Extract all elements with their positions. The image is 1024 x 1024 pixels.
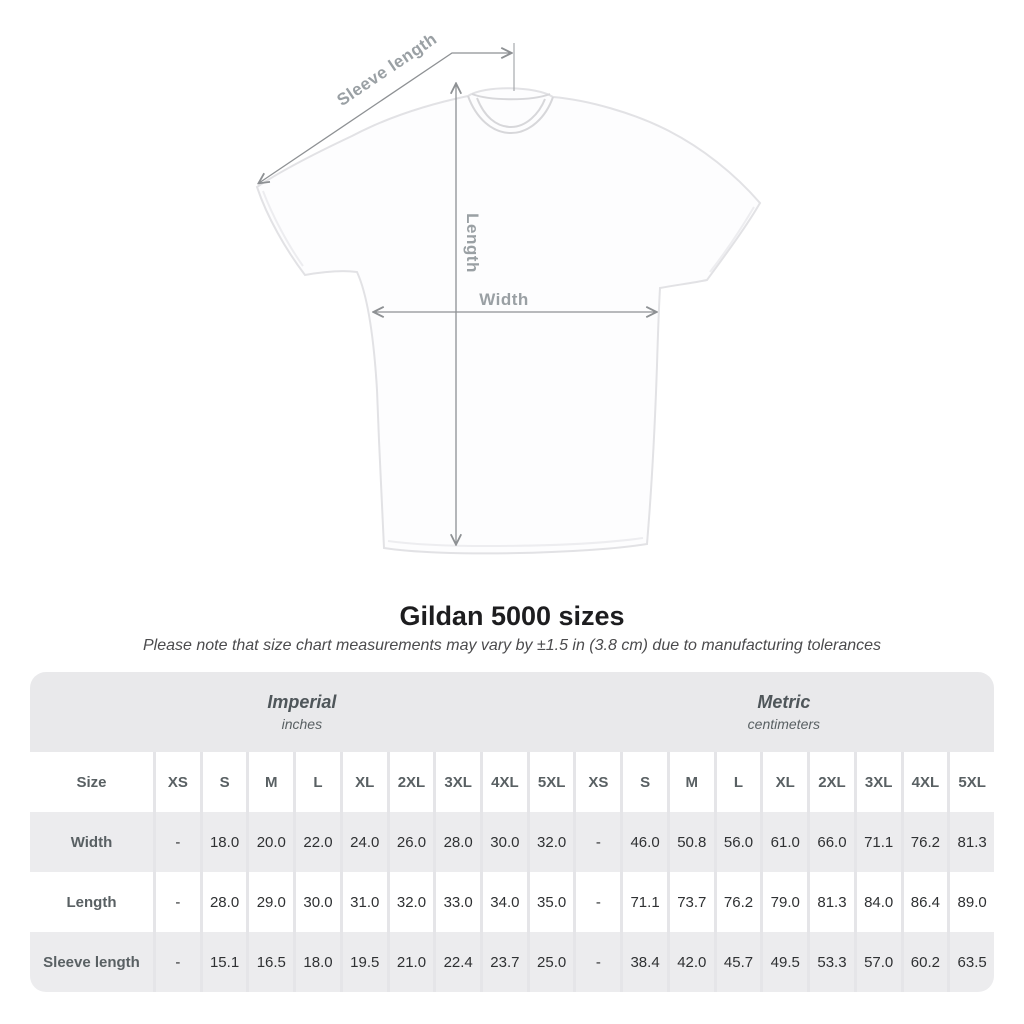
metric-sublabel: centimeters	[747, 716, 821, 732]
value-cell: 86.4	[901, 872, 948, 932]
value-cell: 16.5	[246, 932, 293, 992]
value-cell: 19.5	[340, 932, 387, 992]
size-header-cell: 5XL	[947, 752, 994, 812]
imperial-sublabel: inches	[281, 716, 323, 732]
value-cell: -	[573, 932, 620, 992]
size-header-cell: 2XL	[387, 752, 434, 812]
value-cell: 30.0	[293, 872, 340, 932]
value-cell: 76.2	[714, 872, 761, 932]
value-cell: 31.0	[340, 872, 387, 932]
value-cell: 60.2	[901, 932, 948, 992]
value-cell: 50.8	[667, 812, 714, 872]
value-cell: 22.0	[293, 812, 340, 872]
value-cell: 25.0	[527, 932, 574, 992]
metric-section	[574, 672, 994, 752]
metric-label: Metric	[757, 692, 811, 712]
value-cell: 63.5	[947, 932, 994, 992]
size-header-cell: L	[293, 752, 340, 812]
value-cell: 30.0	[480, 812, 527, 872]
value-cell: 32.0	[527, 812, 574, 872]
size-header-cell: M	[667, 752, 714, 812]
row-label: Length	[66, 893, 117, 911]
size-table-body	[30, 752, 994, 992]
table-row	[30, 872, 994, 932]
value-cell: 20.0	[246, 812, 293, 872]
imperial-section	[30, 672, 574, 752]
value-cell: 73.7	[667, 872, 714, 932]
value-cell: 49.5	[760, 932, 807, 992]
table-header-row	[30, 752, 994, 812]
size-column-header: Size	[76, 773, 107, 791]
size-header-cell: 5XL	[527, 752, 574, 812]
value-cell: 23.7	[480, 932, 527, 992]
size-header-cell: 3XL	[433, 752, 480, 812]
value-cell: 22.4	[433, 932, 480, 992]
size-header-cell: L	[714, 752, 761, 812]
value-cell: 61.0	[760, 812, 807, 872]
value-cell: 28.0	[433, 812, 480, 872]
size-header-cell: 3XL	[854, 752, 901, 812]
width-label: Width	[479, 290, 529, 309]
value-cell: 79.0	[760, 872, 807, 932]
tshirt-outline	[257, 88, 760, 553]
row-label: Sleeve length	[43, 953, 140, 971]
size-header-cell: XS	[573, 752, 620, 812]
value-cell: 76.2	[901, 812, 948, 872]
size-header-cell: M	[246, 752, 293, 812]
size-header-cell: 2XL	[807, 752, 854, 812]
row-label: Width	[70, 833, 113, 851]
value-cell: -	[153, 812, 200, 872]
value-cell: -	[153, 932, 200, 992]
value-cell: 45.7	[714, 932, 761, 992]
value-cell: 42.0	[667, 932, 714, 992]
size-header-cell: S	[620, 752, 667, 812]
value-cell: -	[573, 872, 620, 932]
size-header-cell: 4XL	[480, 752, 527, 812]
value-cell: 15.1	[200, 932, 247, 992]
value-cell: 24.0	[340, 812, 387, 872]
value-cell: 57.0	[854, 932, 901, 992]
value-cell: 71.1	[620, 872, 667, 932]
value-cell: 18.0	[200, 812, 247, 872]
page-subtitle: Please note that size chart measurements may vary by ±1.5 in (3.8 cm) due to manufacturing tolerances	[142, 637, 882, 654]
imperial-label: Imperial	[267, 692, 337, 712]
value-cell: 66.0	[807, 812, 854, 872]
value-cell: 29.0	[246, 872, 293, 932]
size-table	[30, 672, 994, 992]
value-cell: -	[573, 812, 620, 872]
value-cell: 33.0	[433, 872, 480, 932]
value-cell: 53.3	[807, 932, 854, 992]
size-header-cell: XS	[153, 752, 200, 812]
page-title: Gildan 5000 sizes	[399, 601, 625, 631]
value-cell: 81.3	[807, 872, 854, 932]
value-cell: 46.0	[620, 812, 667, 872]
size-header-cell: XL	[760, 752, 807, 812]
sleeve-length-label: Sleeve length	[333, 29, 441, 110]
units-band	[30, 672, 994, 752]
value-cell: 81.3	[947, 812, 994, 872]
value-cell: 32.0	[387, 872, 434, 932]
value-cell: 34.0	[480, 872, 527, 932]
value-cell: 35.0	[527, 872, 574, 932]
value-cell: 18.0	[293, 932, 340, 992]
value-cell: 28.0	[200, 872, 247, 932]
size-header-cell: XL	[340, 752, 387, 812]
value-cell: 71.1	[854, 812, 901, 872]
value-cell: 21.0	[387, 932, 434, 992]
table-row	[30, 932, 994, 992]
size-header-cell: 4XL	[901, 752, 948, 812]
size-header-cell: S	[200, 752, 247, 812]
value-cell: 89.0	[947, 872, 994, 932]
value-cell: -	[153, 872, 200, 932]
length-label: Length	[463, 213, 482, 273]
value-cell: 56.0	[714, 812, 761, 872]
value-cell: 38.4	[620, 932, 667, 992]
value-cell: 84.0	[854, 872, 901, 932]
table-row	[30, 812, 994, 872]
value-cell: 26.0	[387, 812, 434, 872]
